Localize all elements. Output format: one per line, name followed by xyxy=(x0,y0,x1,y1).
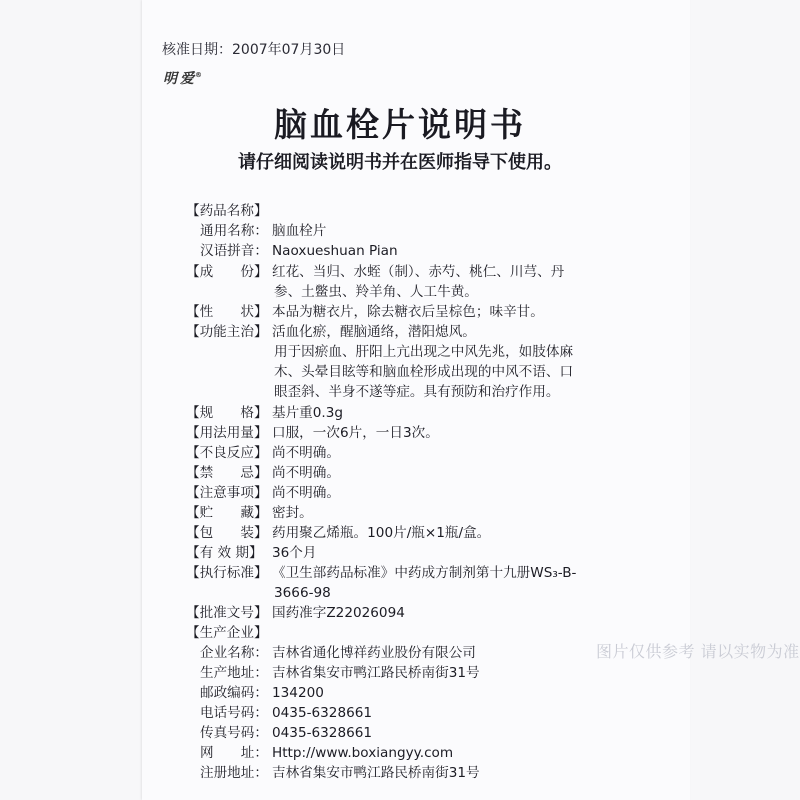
website-value: Http://www.boxiangyy.com xyxy=(272,745,454,761)
section-label: 【注意事项】 xyxy=(186,485,268,501)
brand-logo: 明爱® xyxy=(163,71,205,87)
field-label: 汉语拼音： xyxy=(200,243,268,259)
section-drug-name xyxy=(186,201,272,221)
indications-continued: 用于因瘀血、肝阳上亢出现之中风先兆，如肢体麻 xyxy=(274,344,574,360)
properties-row xyxy=(186,302,544,322)
section-label: 【规 格】 xyxy=(186,405,268,421)
field-value: 尚不明确。 xyxy=(272,465,340,481)
contraindications-row xyxy=(186,463,340,483)
field-value: 吉林省集安市鸭江路民桥南街31号 xyxy=(272,765,480,781)
field-value: 口服，一次6片，一日3次。 xyxy=(272,425,439,441)
field-value: 36个月 xyxy=(272,545,317,561)
validity-row xyxy=(186,543,317,563)
indications-continued: 眼歪斜、半身不遂等症。具有预防和治疗作用。 xyxy=(274,384,560,400)
field-label: 传真号码： xyxy=(200,725,268,741)
ingredients-row xyxy=(186,262,564,282)
field-value: 吉林省集安市鸭江路民桥南街31号 xyxy=(272,665,480,681)
field-value: 基片重0.3g xyxy=(272,405,344,421)
indications-row xyxy=(186,322,476,342)
section-label: 【执行标准】 xyxy=(186,565,268,581)
usage-notice: 请仔细阅读说明书并在医师指导下使用。 xyxy=(238,152,562,173)
address-row xyxy=(186,663,480,683)
usage-row xyxy=(186,423,439,443)
field-label: 注册地址： xyxy=(200,765,268,781)
section-label: 【包 装】 xyxy=(186,525,268,541)
package-row xyxy=(186,523,490,543)
ingredients-continued: 参、土鳖虫、羚羊角、人工牛黄。 xyxy=(274,284,478,300)
spec-row xyxy=(186,403,343,423)
field-label: 企业名称： xyxy=(200,645,268,661)
pinyin-row xyxy=(186,241,398,261)
section-label: 【批准文号】 xyxy=(186,605,268,621)
section-label: 【性 状】 xyxy=(186,304,268,320)
field-value: 134200 xyxy=(272,685,324,701)
storage-row xyxy=(186,503,313,523)
field-value: 尚不明确。 xyxy=(272,485,340,501)
section-label: 【禁 忌】 xyxy=(186,465,268,481)
cautions-row xyxy=(186,483,340,503)
field-value: 0435-6328661 xyxy=(272,705,373,721)
fax-row xyxy=(186,723,372,743)
field-value: 活血化瘀，醒脑通络，潜阳熄风。 xyxy=(272,324,476,340)
standard-continued: 3666-98 xyxy=(274,585,331,601)
field-value: 0435-6328661 xyxy=(272,725,373,741)
company-row xyxy=(186,643,476,663)
indications-continued: 木、头晕目眩等和脑血栓形成出现的中风不语、口 xyxy=(274,364,574,380)
section-label: 【功能主治】 xyxy=(186,324,268,340)
standard-row xyxy=(186,563,576,583)
section-label: 【药品名称】 xyxy=(186,203,268,219)
field-value: 药用聚乙烯瓶。100片/瓶×1瓶/盒。 xyxy=(272,525,491,541)
field-value: 脑血栓片 xyxy=(272,223,327,239)
field-value: 本品为糖衣片，除去糖衣后呈棕色；味辛甘。 xyxy=(272,304,544,320)
field-value: 吉林省通化博祥药业股份有限公司 xyxy=(272,645,476,661)
approval-number-row xyxy=(186,603,405,623)
field-value: 《卫生部药品标准》中药成方制剂第十九册WS₃-B- xyxy=(272,565,577,581)
section-label: 【用法用量】 xyxy=(186,425,268,441)
phone-row xyxy=(186,703,372,723)
section-label: 【成 份】 xyxy=(186,264,268,280)
field-label: 通用名称： xyxy=(200,223,268,239)
field-label: 网 址： xyxy=(200,745,268,761)
section-label: 【不良反应】 xyxy=(186,445,268,461)
section-label: 【有 效 期】 xyxy=(186,545,263,561)
field-label: 生产地址： xyxy=(200,665,268,681)
section-label: 【贮 藏】 xyxy=(186,505,268,521)
postcode-row xyxy=(186,683,324,703)
field-label: 邮政编码： xyxy=(200,685,268,701)
document-title: 脑血栓片说明书 xyxy=(274,105,526,144)
manufacturer-section xyxy=(186,623,272,643)
field-value: 红花、当归、水蛭（制）、赤芍、桃仁、川芎、丹 xyxy=(272,264,565,280)
reference-watermark: 图片仅供参考 请以实物为准 xyxy=(596,642,800,661)
field-label: 电话号码： xyxy=(200,705,268,721)
field-value: Naoxueshuan Pian xyxy=(272,243,398,259)
field-value: 密封。 xyxy=(272,505,313,521)
adverse-row xyxy=(186,443,340,463)
registered-address-row xyxy=(186,763,480,783)
website-row xyxy=(186,743,453,763)
field-value: 国药准字Z22026094 xyxy=(272,605,405,621)
section-label: 【生产企业】 xyxy=(186,625,268,641)
approval-date: 核准日期：2007年07月30日 xyxy=(162,42,346,58)
field-value: 尚不明确。 xyxy=(272,445,340,461)
generic-name-row xyxy=(186,221,326,241)
